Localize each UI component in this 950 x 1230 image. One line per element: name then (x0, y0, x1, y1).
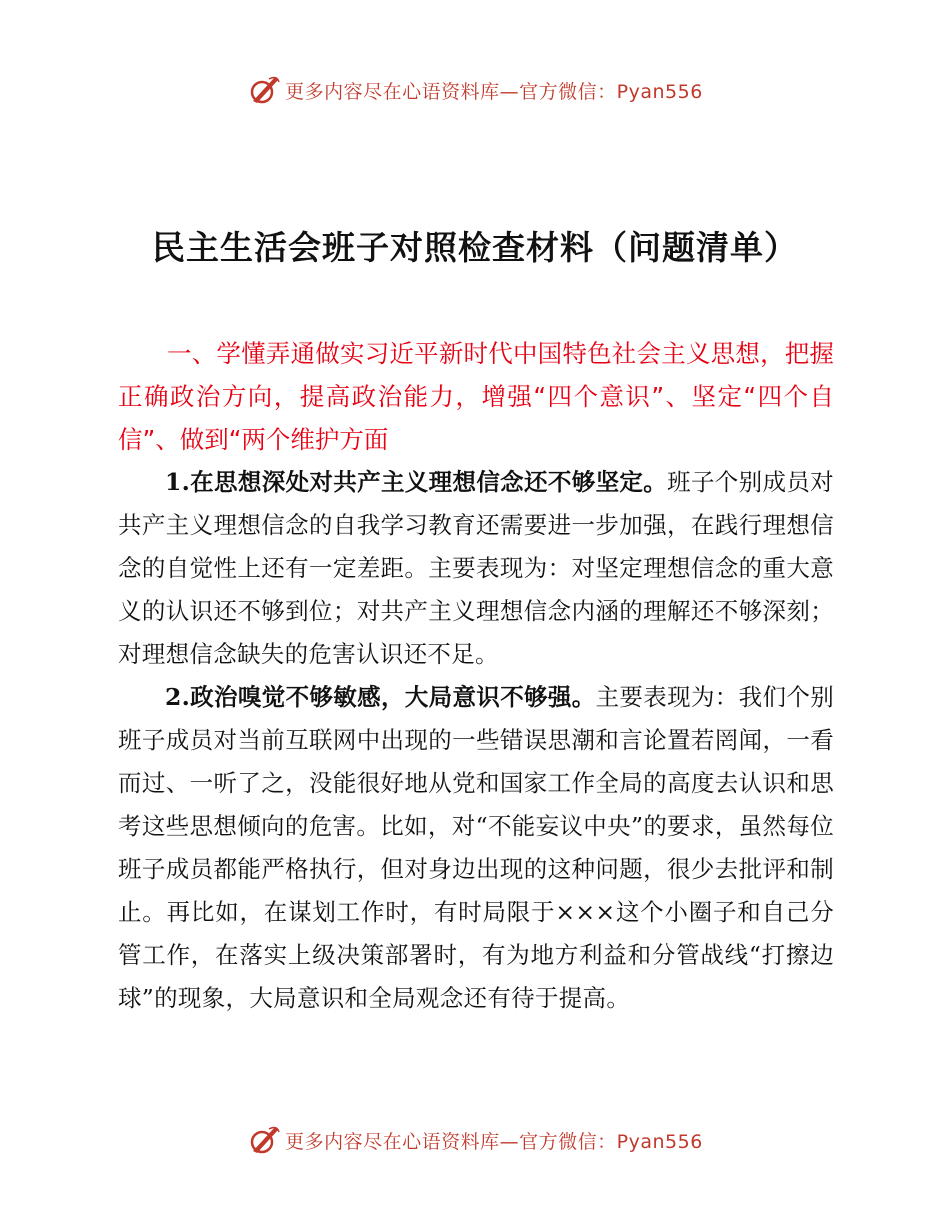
paragraph-lead: 2.政治嗅觉不够敏感，大局意识不够强。 (165, 683, 596, 711)
paragraph-body: 班子个别成员对共产主义理想信念的自我学习教育还需要进一步加强，在践行理想信念的自觉性上还有一定差距。主要表现为：对坚定理想信念的重大意义的认识还不够到位；对共产主义理想信念内涵的理解还不够深刻；对理想信念缺失的危害认识还不足。 (118, 468, 834, 668)
watermark-banner-bottom (0, 1120, 950, 1160)
paragraph-item-2 (118, 676, 834, 1020)
watermark-banner-top (0, 70, 950, 110)
document-title: 民主生活会班子对照检查材料（问题清单） (152, 228, 798, 267)
paragraph-body: 主要表现为：我们个别班子成员对当前互联网中出现的一些错误思潮和言论置若罔闻，一看而过、一听了之，没能很好地从党和国家工作全局的高度去认识和思考这些思想倾向的危害。比如，对“不能妄议中央”的要求，虽然每位班子成员都能严格执行，但对身边出现的这种问题，很少去批评和制止。再比如，在谋划工作时，有时局限于×××这个小圈子和自己分管工作，在落实上级决策部署时，有为地方利益和分管战线“打擦边球”的现象，大局意识和全局观念还有待于提高。 (118, 683, 834, 1012)
watermark-text: 更多内容尽在心语资料库—官方微信：Pyan556 (285, 80, 703, 103)
quill-logo-icon (247, 73, 281, 107)
paragraph-item-1 (118, 461, 834, 676)
paragraph-lead: 1.在思想深处对共产主义理想信念还不够坚定。 (165, 468, 668, 496)
watermark-text: 更多内容尽在心语资料库—官方微信：Pyan556 (285, 1130, 703, 1153)
section-heading: 一、学懂弄通做实习近平新时代中国特色社会主义思想，把握正确政治方向，提高政治能力，增强“四个意识”、坚定“四个自信”、做到“两个维护方面 (118, 339, 834, 454)
document-body (118, 332, 834, 1020)
quill-logo-icon (247, 1123, 281, 1157)
